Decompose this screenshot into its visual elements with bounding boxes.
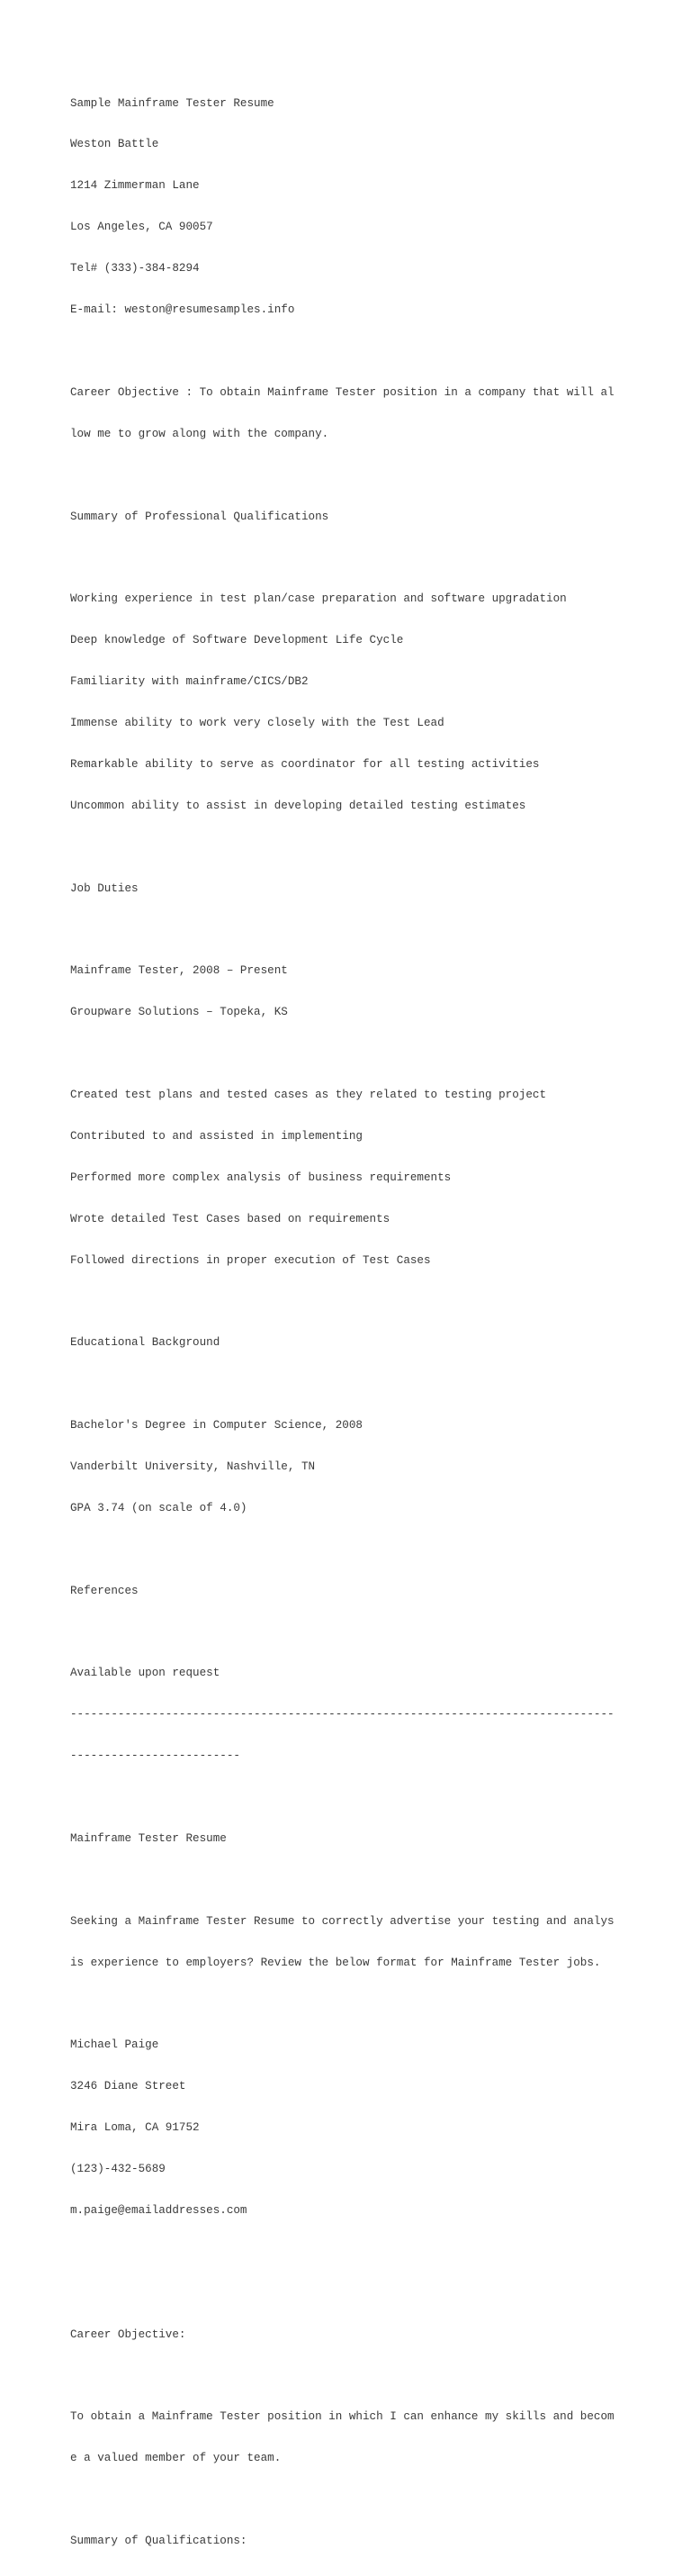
contact-city: Los Angeles, CA 90057 xyxy=(70,221,213,234)
divider-line: -------------------------------------------------------------------------------- xyxy=(70,1708,615,1722)
spacer xyxy=(70,345,646,358)
objective2-line: e a valued member of your team. xyxy=(70,2452,282,2465)
references-heading: References xyxy=(70,1584,139,1597)
spacer xyxy=(70,1378,646,1391)
contact-name: Weston Battle xyxy=(70,138,159,151)
spacer xyxy=(70,1626,646,1640)
spacer xyxy=(70,551,646,565)
spacer xyxy=(70,841,646,854)
career-objective-line: low me to grow along with the company. xyxy=(70,427,329,440)
summary-item: Familiarity with mainframe/CICS/DB2 xyxy=(70,675,309,689)
objective2-line: To obtain a Mainframe Tester position in which I can enhance my skills and becom xyxy=(70,2410,615,2424)
spacer xyxy=(70,2493,646,2507)
spacer xyxy=(70,1543,646,1557)
job-company: Groupware Solutions – Topeka, KS xyxy=(70,1006,288,1019)
summary-item: Immense ability to work very closely with the Test Lead xyxy=(70,716,444,729)
section2-intro-line: is experience to employers? Review the below format for Mainframe Tester jobs. xyxy=(70,1956,601,1969)
resume-text xyxy=(70,69,646,2576)
education-heading: Educational Background xyxy=(70,1336,220,1350)
spacer xyxy=(70,469,646,483)
education-item: GPA 3.74 (on scale of 4.0) xyxy=(70,1501,247,1514)
contact2-email: m.paige@emailaddresses.com xyxy=(70,2204,247,2218)
duty-item: Contributed to and assisted in implementing xyxy=(70,1129,363,1143)
spacer xyxy=(70,1047,646,1061)
career-objective-line: Career Objective : To obtain Mainframe Tester position in a company that will al xyxy=(70,385,615,399)
summary-item: Deep knowledge of Software Development Life Cycle xyxy=(70,634,404,647)
duty-item: Created test plans and tested cases as they related to testing project xyxy=(70,1088,547,1101)
spacer xyxy=(70,2370,646,2383)
spacer xyxy=(70,1295,646,1308)
references-text: Available upon request xyxy=(70,1667,220,1680)
section2-title: Mainframe Tester Resume xyxy=(70,1832,227,1845)
summary-item: Uncommon ability to assist in developing detailed testing estimates xyxy=(70,799,526,812)
summary-item: Working experience in test plan/case preparation and software upgradation xyxy=(70,592,567,606)
contact2-street: 3246 Diane Street xyxy=(70,2080,186,2093)
section2-intro-line: Seeking a Mainframe Tester Resume to correctly advertise your testing and analys xyxy=(70,1914,615,1928)
summary-heading: Summary of Professional Qualifications xyxy=(70,510,329,523)
spacer xyxy=(70,2246,646,2259)
objective2-heading: Career Objective: xyxy=(70,2327,186,2341)
duty-item: Wrote detailed Test Cases based on requirements xyxy=(70,1212,390,1225)
contact-email: E-mail: weston@resumesamples.info xyxy=(70,303,295,317)
education-item: Vanderbilt University, Nashville, TN xyxy=(70,1460,316,1473)
contact2-phone: (123)-432-5689 xyxy=(70,2163,166,2176)
education-item: Bachelor's Degree in Computer Science, 2008 xyxy=(70,1419,363,1433)
divider-line: ------------------------- xyxy=(70,1749,240,1763)
spacer xyxy=(70,923,646,936)
duty-item: Followed directions in proper execution of Test Cases xyxy=(70,1253,431,1267)
contact2-name: Michael Paige xyxy=(70,2038,159,2052)
contact-street: 1214 Zimmerman Lane xyxy=(70,179,200,193)
contact-phone: Tel# (333)-384-8294 xyxy=(70,262,200,276)
duty-item: Performed more complex analysis of business requirements xyxy=(70,1170,452,1184)
summary-item: Remarkable ability to serve as coordinator for all testing activities xyxy=(70,757,540,771)
document-title: Sample Mainframe Tester Resume xyxy=(70,96,274,110)
spacer xyxy=(70,1791,646,1804)
contact2-city: Mira Loma, CA 91752 xyxy=(70,2121,200,2135)
job-title: Mainframe Tester, 2008 – Present xyxy=(70,964,288,978)
spacer xyxy=(70,1874,646,1887)
spacer xyxy=(70,2287,646,2300)
spacer xyxy=(70,1998,646,2011)
summary2-heading: Summary of Qualifications: xyxy=(70,2535,247,2548)
job-duties-heading: Job Duties xyxy=(70,881,139,895)
